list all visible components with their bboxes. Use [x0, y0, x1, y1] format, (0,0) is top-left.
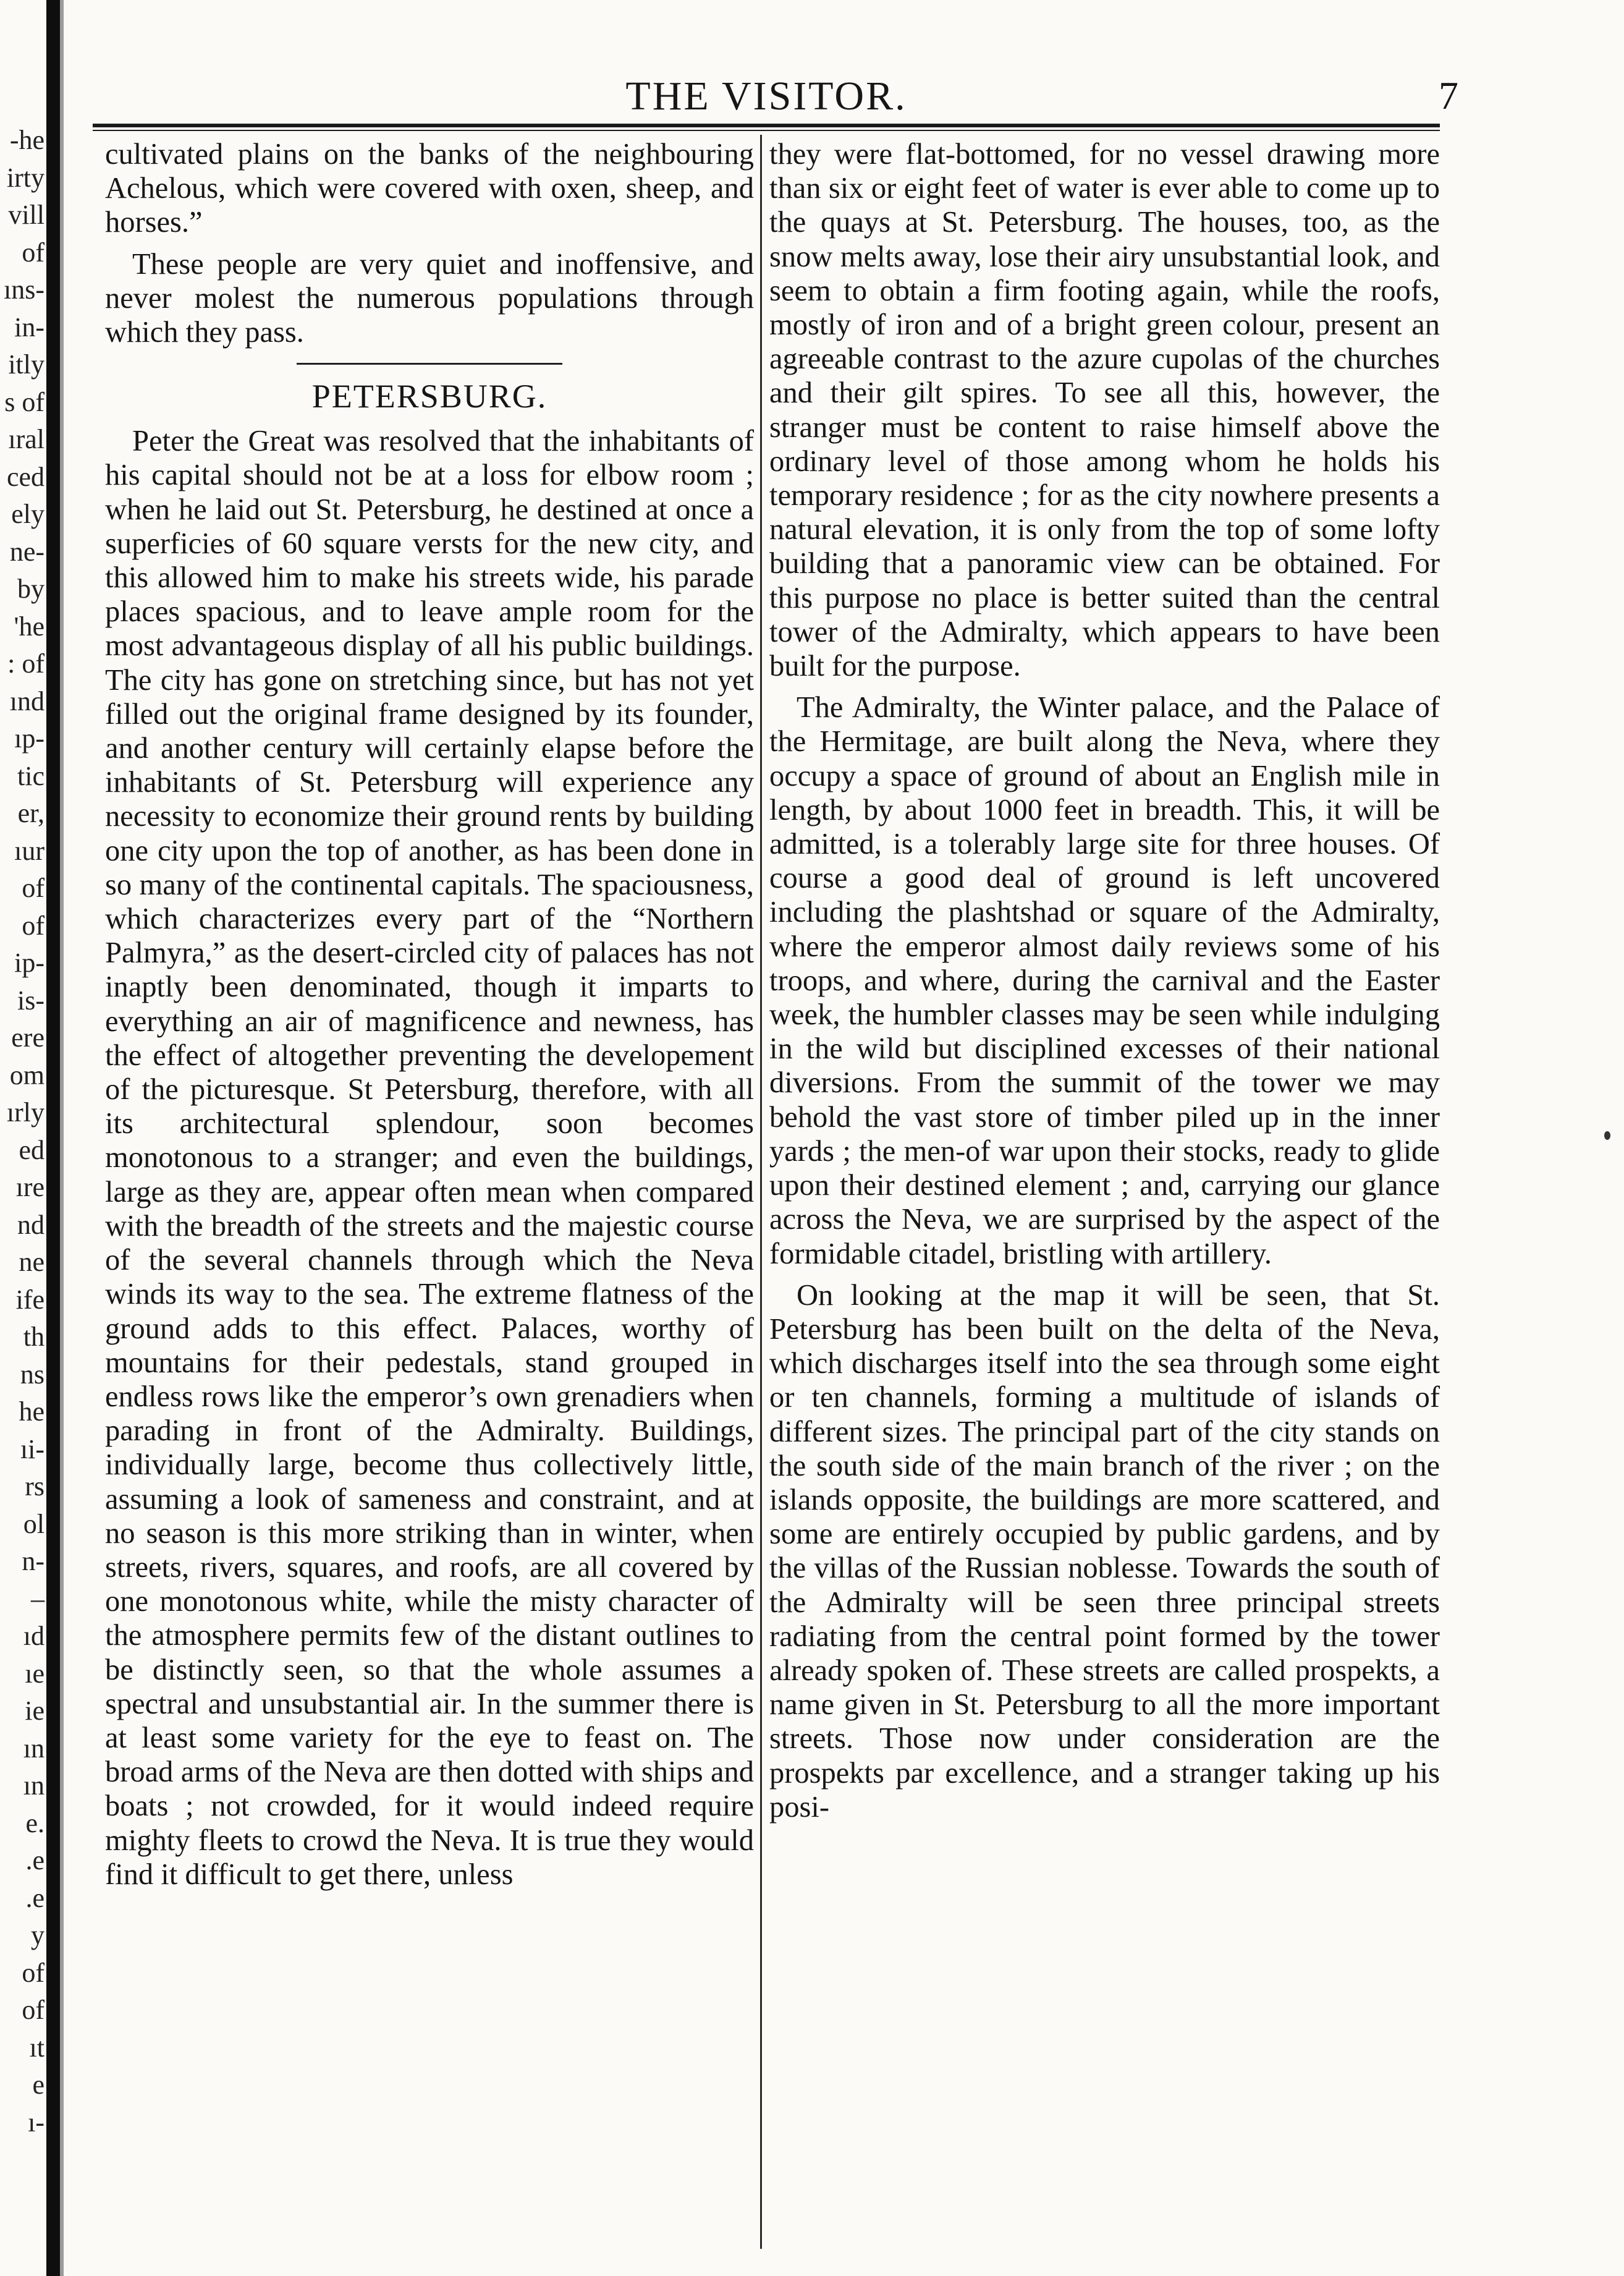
margin-fragment: is- — [17, 985, 44, 1016]
margin-fragment: ıre — [15, 1172, 44, 1202]
margin-fragment: itly — [8, 349, 44, 380]
margin-fragment: .e — [25, 1845, 44, 1875]
margin-fragment: he — [19, 1396, 44, 1427]
header-rule — [93, 124, 1440, 127]
margin-fragment: ın — [23, 1770, 44, 1801]
margin-fragment: ely — [11, 499, 44, 529]
margin-fragment: ıur — [14, 835, 44, 866]
margin-fragment: s of — [4, 386, 44, 417]
margin-fragment: irty — [6, 162, 44, 193]
margin-fragment: ere — [11, 1022, 44, 1053]
margin-fragment: of — [22, 910, 44, 941]
margin-fragment: rs — [25, 1471, 44, 1501]
margin-fragment: .e — [25, 1882, 44, 1913]
margin-fragment: vill — [8, 200, 44, 230]
margin-fragment: om — [9, 1059, 44, 1090]
margin-fragment: e. — [25, 1807, 44, 1838]
margin-fragment: in- — [14, 312, 44, 342]
margin-fragment: ne — [19, 1247, 44, 1277]
margin-fragment: ced — [6, 461, 44, 492]
margin-fragment: ıp- — [14, 723, 44, 754]
margin-fragment: 'he — [14, 611, 44, 642]
margin-fragment: y — [31, 1920, 44, 1950]
paragraph: The Admiralty, the Winter palace, and the Palace of the Hermitage, are built along the Neva, where they occupy a space of ground of about an English mile in length, by about 1000 feet in breadth. This, it will be admitted, is a tolerably large site for three houses. Of course a good deal of ground is left uncovered including the plashtshad or square of the Admiralty, where the emperor almost daily reviews some of his troops, and where, during the carnival and the Easter week, the humbler classes may be seen while indulging in the wild but disciplined excesses of their national diversions. From the summit of the tower we may behold the vast store of timber piled up in the inner yards ; the men-of war upon their stocks, ready to glide upon their destined element ; and, carrying our glance across the Neva, we are surprised by the aspect of the formidable citadel, bristling with artillery. — [769, 691, 1440, 1270]
page-header — [93, 62, 1458, 119]
margin-fragment: th — [23, 1322, 44, 1352]
page-number: 7 — [1439, 74, 1458, 117]
section-rule — [297, 363, 562, 365]
margin-fragment: -he — [9, 125, 44, 155]
page-binding-edge — [60, 0, 64, 2276]
column-divider — [760, 135, 762, 2249]
margin-fragment: ıe — [25, 1658, 44, 1689]
margin-fragment: ıt — [29, 2032, 44, 2063]
right-column — [769, 137, 1440, 2239]
margin-fragment: ı- — [28, 2107, 44, 2138]
margin-fragment: – — [31, 1583, 44, 1614]
margin-fragment: ınd — [9, 686, 44, 716]
header-rule-thin — [93, 130, 1440, 131]
margin-fragment: of — [22, 237, 44, 268]
margin-fragment: ıd — [23, 1621, 44, 1651]
margin-fragment: ın — [23, 1733, 44, 1764]
margin-fragment: ife — [15, 1284, 44, 1315]
margin-fragment: ol — [23, 1508, 44, 1539]
running-title: THE VISITOR. — [625, 74, 907, 119]
margin-fragment: of — [22, 1995, 44, 2025]
margin-fragment: ed — [19, 1134, 44, 1165]
margin-fragment: e — [32, 2070, 44, 2100]
margin-fragment: tic — [17, 760, 44, 791]
paragraph: These people are very quiet and inoffensive, and never molest the numerous populations through which they pass. — [105, 247, 754, 349]
margin-fragment: ıns- — [4, 274, 44, 305]
paragraph: Peter the Great was resolved that the inhabitants of his capital should not be at a loss for elbow room ; when he laid out St. Petersburg, he destined at once a superficies of 60 square versts for the new city, and this allowed him to make his streets wide, his parade places spacious, and to leave ample room for the most advantageous display of all his public buildings. The city has gone on stretching since, but has not yet filled out the original frame designed by its founder, and another century will certainly elapse before the inhabitants of St. Petersburg will experience any necessity to economize their ground rents by building one city upon the top of another, as has been done in so many of the continental capitals. The spaciousness, which characterizes every part of the “Northern Palmyra,” as the desert-circled city of palaces has not inaptly been denominated, though it imparts to everything an air of magnificence and newness, has the effect of altogether preventing the developement of the picturesque. St Petersburg, therefore, with all its architectural splendour, soon becomes monotonous to a stranger; and even the buildings, large as they are, appear often mean when compared with the breadth of the streets and the majestic course of the several channels through which the Neva winds its way to the sea. The extreme flatness of the ground adds to this effect. Palaces, worthy of mountains for their pedestals, stand grouped in endless rows like the emperor’s own grenadiers when parading in front of the Admiralty. Buildings, individually large, become thus collectively little, assuming a look of sameness and constraint, and at no season is this more striking than in winter, when streets, rivers, squares, and roofs, are all covered by one monotonous white, while the misty character of the atmosphere permits few of the distant outlines to be distinctly seen, so that the whole assumes a spectral and unsubstantial air. In the summer there is at least some variety for the eye to feast on. The broad arms of the Neva are then dotted with ships and boats ; not crowded, for it would indeed require mighty fleets to crowd the Neva. It is true they would find it difficult to get there, unless — [105, 425, 754, 1891]
margin-fragment: ns — [20, 1359, 44, 1390]
section-heading: PETERSBURG. — [311, 378, 548, 415]
paragraph: cultivated plains on the banks of the neighbouring Achelous, which were covered with oxen, sheep, and horses.” — [105, 138, 754, 239]
margin-fragment: ırly — [6, 1097, 44, 1127]
paragraph: they were flat-bottomed, for no vessel drawing more than six or eight feet of water is ever able to come up to the quays at St. Petersburg. The houses, too, as the snow melts away, lose their airy unsubstantial look, and seem to obtain a firm footing again, while the roofs, mostly of iron and of a bright green colour, present an agreeable contrast to the azure cupolas of the churches and their gilt spires. To see all this, however, the stranger must be content to raise himself above the ordinary level of those among whom he holds his temporary residence ; for as the city nowhere presents a natural elevation, it is only from the top of some lofty building that a panoramic view can be obtained. For this purpose no place is better suited than the central tower of the Admiralty, which appears to have been built for the purpose. — [769, 138, 1440, 683]
margin-fragment: n- — [22, 1546, 44, 1576]
margin-fragment: of — [22, 873, 44, 903]
margin-fragment: : of — [7, 648, 44, 679]
margin-fragment: of — [22, 1957, 44, 1988]
margin-fragment: ıi- — [20, 1433, 44, 1464]
margin-fragment: ıral — [8, 424, 44, 454]
margin-fragment: er, — [17, 798, 44, 828]
margin-fragment: ip- — [14, 948, 44, 978]
page-binding-shadow — [46, 0, 60, 2276]
margin-fragment: nd — [17, 1209, 44, 1240]
margin-fragment: ne- — [9, 536, 44, 567]
paragraph: On looking at the map it will be seen, that St. Petersburg has been built on the delta of the Neva, which discharges itself into the sea through some eight or ten channels, forming a multitude of islands of different sizes. The principal part of the city stands on the south side of the main branch of the river ; on the islands opposite, the buildings are more scattered, and some are entirely occupied by public gardens, and by the villas of the Russian noblesse. Towards the south of the Admiralty will be seen three principal streets radiating from the central point formed by the tower already spoken of. These streets are called prospekts, a name given in St. Petersburg to all the more important streets. Those now under consideration are the prospekts par excellence, and a stranger taking up his posi- — [769, 1278, 1440, 1824]
left-column — [105, 137, 754, 2239]
margin-fragment: ie — [25, 1696, 44, 1726]
margin-fragment: by — [17, 574, 44, 604]
ink-speck — [1604, 1131, 1610, 1140]
